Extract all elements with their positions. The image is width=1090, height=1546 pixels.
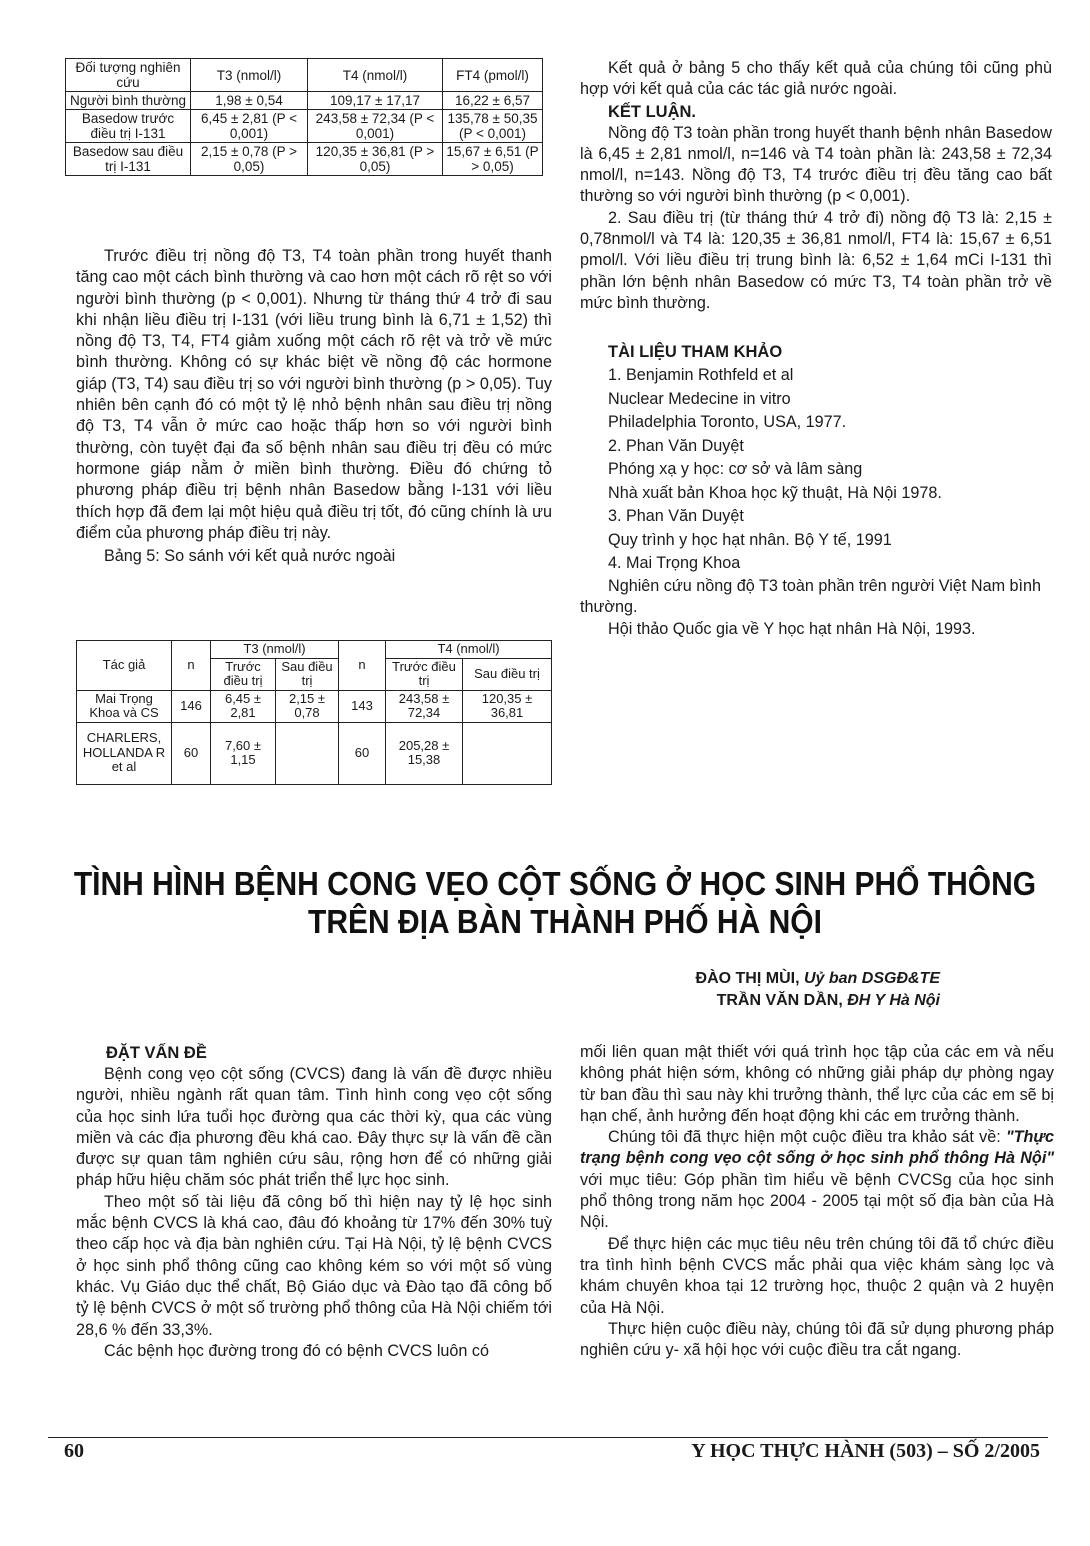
reference-line: 4. Mai Trọng Khoa — [608, 554, 741, 573]
article-left-column — [76, 1042, 552, 1362]
table1-container — [65, 58, 543, 176]
article-authors — [696, 968, 940, 1012]
table-cell: CHARLERS, HOLLANDA R et al — [77, 722, 172, 784]
results-intro: Kết quả ở bảng 5 cho thấy kết quả của chúng tôi cũng phù hợp với kết quả của các tác giả nước ngoài. — [580, 59, 1052, 99]
table-row — [66, 143, 543, 176]
table-cell: 60 — [172, 722, 211, 784]
table-cell: 135,78 ± 50,35 (P < 0,001) — [443, 110, 543, 143]
paragraph-text: Chúng tôi đã thực hiện một cuộc điều tra khảo sát về: — [608, 1128, 1001, 1147]
table-header-row — [66, 59, 543, 92]
body-paragraph: Theo một số tài liệu đã công bố thì hiện nay tỷ lệ học sinh mắc bệnh CVCS là khá cao, đâu đó khoảng từ 17% đến 30% tuỳ theo cấp học và địa bàn nghiên cứu. Tại Hà Nội, tỷ lệ bệnh CVCS ở học sinh phổ thông cũng cao không kém so với một số vùng khác. Vụ Giáo dục thể chất, Bộ Giáo dục và Đào tạo đã công bố tỷ lệ bệnh CVCS ở một số trường phổ thông của Hà Nội chiếm tới 28,6 % đến 33,3%. — [76, 1192, 552, 1339]
table-cell: 205,28 ± 15,38 — [386, 722, 463, 784]
references-list — [580, 364, 1052, 640]
table-cell: 16,22 ± 6,57 — [443, 92, 543, 110]
table-cell: 120,35 ± 36,81 (P > 0,05) — [308, 143, 443, 176]
comparison-table — [76, 640, 552, 785]
table-header-cell: T3 (nmol/l) — [211, 641, 339, 659]
hormone-table — [65, 58, 543, 176]
page-number: 60 — [64, 1440, 84, 1462]
study-title: "Thực trạng bệnh cong vẹo cột sống ở học sinh phổ thông Hà Nội" — [580, 1128, 1054, 1168]
table-cell: 143 — [339, 690, 386, 722]
table-cell: 146 — [172, 690, 211, 722]
table-header-row — [77, 641, 552, 659]
conclusion-1: Nồng độ T3 toàn phần trong huyết thanh bệnh nhân Basedow là 6,45 ± 2,81 nmol/l, n=146 và T4 toàn phần là: 243,58 ± 72,34 nmol/l, n=143. Nồng độ T3, T4 trước điều trị đều tăng cao bất thường so với người bình thường (p < 0,001). — [580, 123, 1052, 206]
table-cell: Mai Trọng Khoa và CS — [77, 690, 172, 722]
table-cell — [463, 722, 552, 784]
body-paragraph: Để thực hiện các mục tiêu nêu trên chúng tôi đã tổ chức điều tra tình hình bệnh CVCS mắc phải qua việc khám sàng lọc và khám chuyên khoa tại 12 trường học, thuộc 2 quận và 2 huyện của Hà Nội. — [580, 1234, 1054, 1317]
table-row — [66, 92, 543, 110]
reference-line: Nuclear Medecine in vitro — [608, 389, 791, 408]
table-header-cell: T4 (nmol/l) — [308, 59, 443, 92]
table-cell: 6,45 ± 2,81 (P < 0,001) — [191, 110, 308, 143]
body-paragraph: Bệnh cong vẹo cột sống (CVCS) đang là vấn đề được nhiều người, nhiều ngành rất quan tâm. Tình hình cong vẹo cột sống của học sinh lứa tuổi học đường qua các thời kỳ, qua các vùng miền và các địa phương đều khá cao. Đây thực sự là vấn đề cần được sự quan tâm nghiên cứu sâu, rộng hơn để có những giải pháp hữu hiệu chăm sóc phát triển thể lực học sinh. — [76, 1065, 552, 1190]
table-header-cell: FT4 (pmol/l) — [443, 59, 543, 92]
paragraph-text: với mục tiêu: Góp phần tìm hiểu về bệnh CVCSg của học sinh phổ thông trong năm học 2004 - 2005 tại một số địa bàn của Hà Nội. — [580, 1170, 1054, 1232]
table-cell: 15,67 ± 6,51 (P > 0,05) — [443, 143, 543, 176]
author-affiliation: Uỷ ban DSGĐ&TE — [803, 970, 940, 987]
conclusion-2: 2. Sau điều trị (từ tháng thứ 4 trở đi) nồng độ T3 là: 2,15 ± 0,78nmol/l và T4 là: 120,35 ± 36,81 nmol/l, FT4 là: 15,67 ± 6,51 pmol/l. Với liều điều trị trung bình là: 6,52 ± 1,64 mCi I-131 thì phần lớn bệnh nhân Basedow có mức T3, T4 toàn phần trở về mức bình thường. — [580, 208, 1052, 312]
body-paragraph: mối liên quan mật thiết với quá trình học tập của các em và nếu không phát hiện sớm, không có những giải pháp dự phòng ngay từ ban đầu thì sau này khi trưởng thành, thể lực của các em sẽ bị hạn chế, ảnh hưởng đến hoạt động khi các em trưởng thành. — [580, 1043, 1054, 1125]
table-row — [66, 110, 543, 143]
table-cell: 120,35 ± 36,81 — [463, 690, 552, 722]
table-cell: 6,45 ± 2,81 — [211, 690, 276, 722]
table-header-cell: Đối tượng nghiên cứu — [66, 59, 191, 92]
table-header-cell: Sau điều trị — [276, 658, 339, 690]
reference-line: Hội thảo Quốc gia về Y học hạt nhân Hà Nội, 1993. — [608, 619, 976, 638]
table-cell: 243,58 ± 72,34 — [386, 690, 463, 722]
table-header-cell: n — [172, 641, 211, 691]
left-column-top — [76, 246, 552, 567]
reference-line: 3. Phan Văn Duyệt — [608, 507, 744, 526]
table-header-cell: Tác giả — [77, 641, 172, 691]
reference-line: 1. Benjamin Rothfeld et al — [608, 366, 794, 385]
author-name: TRẦN VĂN DẦN, — [716, 992, 843, 1009]
table-header-cell: Trước điều trị — [211, 658, 276, 690]
reference-line: Nghiên cứu nồng độ T3 toàn phần trên người Việt Nam bình thường. — [580, 576, 1042, 617]
table-cell: 60 — [339, 722, 386, 784]
footer-divider — [48, 1437, 1048, 1438]
table-header-cell: Sau điều trị — [463, 658, 552, 690]
table-cell: 2,15 ± 0,78 — [276, 690, 339, 722]
table-cell: Basedow sau điều trị I-131 — [66, 143, 191, 176]
table-header-cell: Trước điều trị — [386, 658, 463, 690]
table-cell: 2,15 ± 0,78 (P > 0,05) — [191, 143, 308, 176]
conclusion-heading: KẾT LUẬN. — [608, 102, 696, 121]
body-paragraph: Các bệnh học đường trong đó có bệnh CVCS luôn có — [104, 1341, 490, 1360]
reference-line: Phóng xạ y học: cơ sở và lâm sàng — [608, 460, 863, 479]
article-right-column — [580, 1042, 1054, 1361]
table-cell: 243,58 ± 72,34 (P < 0,001) — [308, 110, 443, 143]
journal-issue: Y HỌC THỰC HÀNH (503) – SỐ 2/2005 — [691, 1440, 1040, 1462]
table-cell: 7,60 ± 1,15 — [211, 722, 276, 784]
table5-container — [76, 640, 552, 785]
reference-line: Nhà xuất bản Khoa học kỹ thuật, Hà Nội 1978. — [608, 483, 942, 502]
article-title-line-1: TÌNH HÌNH BỆNH CONG VẸO CỘT SỐNG Ở HỌC SINH PHỔ THÔNG — [73, 865, 1037, 903]
reference-line: Philadelphia Toronto, USA, 1977. — [608, 413, 847, 432]
table-caption: Bảng 5: So sánh với kết quả nước ngoài — [104, 547, 396, 566]
table-row — [77, 722, 552, 784]
table-cell — [276, 722, 339, 784]
table-cell: Basedow trước điều trị I-131 — [66, 110, 191, 143]
table-header-cell: T3 (nmol/l) — [191, 59, 308, 92]
reference-line: Quy trình y học hạt nhân. Bộ Y tế, 1991 — [608, 530, 892, 549]
author-name: ĐÀO THỊ MÙI, — [695, 970, 800, 987]
article-title-line-2: TRÊN ĐỊA BÀN THÀNH PHỐ HÀ NỘI — [308, 903, 822, 941]
table-header-cell: n — [339, 641, 386, 691]
author-affiliation: ĐH Y Hà Nội — [847, 992, 940, 1009]
table-cell: 1,98 ± 0,54 — [191, 92, 308, 110]
table-row — [77, 690, 552, 722]
reference-line: 2. Phan Văn Duyệt — [608, 436, 744, 455]
table-cell: 109,17 ± 17,17 — [308, 92, 443, 110]
body-paragraph: Trước điều trị nồng độ T3, T4 toàn phần trong huyết thanh tăng cao một cách bình thường và cao hơn một cách rõ rệt so với người bình thường (p < 0,001). Nhưng từ tháng thứ 4 trở đi sau khi nhận liều điều trị I-131 (với liều trung bình là 6,71 ± 1,52) thì nồng độ T3, T4, FT4 giảm xuống một cách rõ rệt và trở về mức bình thường. Không có sự khác biệt về nồng độ các hormone giáp (T3, T4) sau điều trị so với người bình thường (p > 0,05). Tuy nhiên bên cạnh đó có một tỷ lệ nhỏ bệnh nhân sau điều trị nồng độ T3, T4 vẫn ở mức cao hoặc thấp hơn so với người bình thường, còn tuyệt đại đa số bệnh nhân sau điều trị đều có mức hormone giáp nằm ở miền bình thường. Điều đó chứng tỏ phương pháp điều trị bệnh nhân Basedow bằng I-131 với liều thích hợp đã đem lại một hiệu quả điều trị tốt, đó cũng chính là ưu điểm của phương pháp điều trị này. — [76, 247, 552, 542]
table-header-cell: T4 (nmol/l) — [386, 641, 552, 659]
right-column-top — [580, 58, 1052, 640]
table-cell: Người bình thường — [66, 92, 191, 110]
section-heading: ĐẶT VẤN ĐỀ — [106, 1044, 207, 1062]
references-heading: TÀI LIỆU THAM KHẢO — [608, 343, 783, 362]
body-paragraph: Thực hiện cuộc điều này, chúng tôi đã sử dụng phương pháp nghiên cứu y- xã hội học với cuộc điều tra cắt ngang. — [580, 1319, 1054, 1360]
body-paragraph — [580, 1127, 1054, 1233]
author-line — [696, 968, 940, 990]
author-line — [696, 990, 940, 1012]
